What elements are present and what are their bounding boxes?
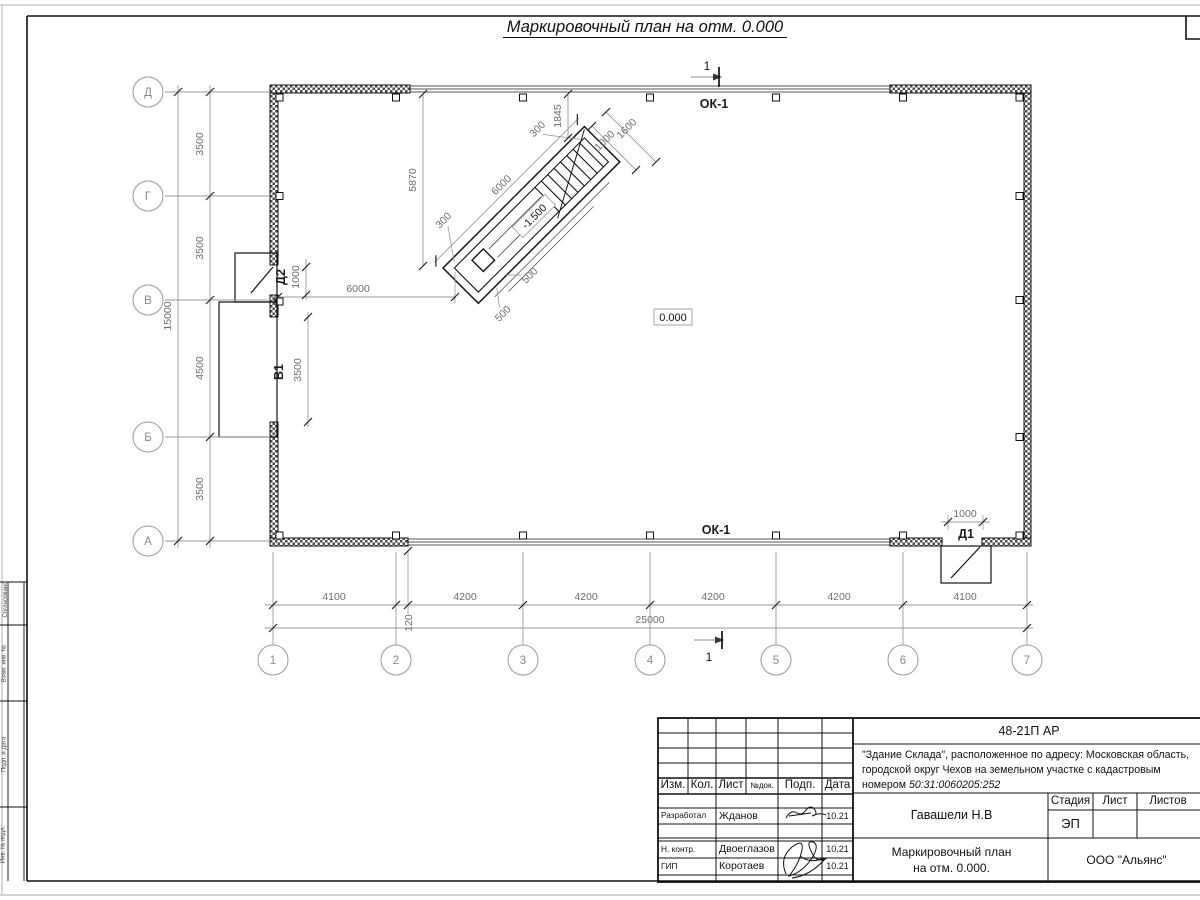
tb-col-data: Дата: [824, 779, 851, 792]
dim-pit-500b: 500: [492, 303, 514, 325]
axis-col-2: 2: [392, 655, 400, 667]
tb-doc-title-line2: на отм. 0.000.: [913, 860, 990, 875]
tb-role-nkontr: Н. контр.: [661, 843, 696, 854]
strip-cell-vzam-inv: Взам. инв. №: [0, 644, 7, 682]
tb-name-dvoeglazov: Двоеглазов: [719, 843, 775, 856]
tb-col-podp: Подп.: [784, 779, 816, 792]
dim-stair-1600: 1600: [614, 116, 640, 142]
axis-row-b: Б: [144, 432, 152, 444]
tb-role-gip: ГИП: [661, 860, 678, 871]
signatures: [784, 807, 827, 878]
tb-stage-label: Стадия: [1050, 794, 1091, 807]
dim-bottom-2: 4200: [453, 591, 477, 603]
gate-mark-v1: В1: [272, 364, 286, 380]
tb-sheets-label: Листов: [1149, 794, 1187, 807]
tb-desc-text: "Здание Склада", расположенное по адресу: Московская область, городской округ Чехов на земельном участке с кадастровым номером: [862, 749, 1190, 792]
window-mark-top: ОК-1: [699, 97, 729, 111]
axis-col-5: 5: [772, 655, 780, 667]
dim-left-1: 3500: [194, 132, 206, 156]
tb-col-kol: Кол.: [690, 779, 714, 792]
axis-col-7: 7: [1023, 655, 1031, 667]
dim-bottom-3: 4200: [574, 591, 598, 603]
tb-company: ООО "Альянс": [1086, 852, 1167, 867]
tb-date-2: 10.21: [826, 844, 849, 855]
axis-row-a: А: [144, 536, 152, 548]
dim-left-2: 3500: [194, 236, 206, 260]
dim-left-4: 3500: [194, 477, 206, 501]
pit-level-value: -1.500: [519, 201, 550, 232]
tb-doc-title-line1: Маркировочный план: [891, 844, 1012, 859]
window-mark-bottom: ОК-1: [701, 523, 731, 537]
ramp-edge-lines: [495, 182, 614, 301]
door-mark-d1: Д1: [958, 527, 974, 541]
strip-cell-podp-data: Подп. и дата: [0, 736, 7, 772]
axis-row-v: В: [144, 295, 152, 307]
axis-col-3: 3: [519, 655, 527, 667]
tb-date-3: 10.21: [826, 861, 849, 872]
building-walls: [270, 85, 1031, 546]
dim-d2-opening: 1000: [290, 265, 302, 289]
tb-object-description: [862, 748, 1198, 793]
axis-row-d: Д: [144, 87, 152, 99]
gate-v1: [219, 302, 277, 437]
dim-bottom-total: 25000: [635, 614, 665, 626]
axis-circles-rows: [133, 77, 163, 556]
tb-author: Гавашели Н.В: [910, 808, 993, 822]
section-number-top: 1: [703, 59, 711, 73]
axis-row-g: Г: [144, 191, 152, 203]
offset-120-dim: [403, 547, 415, 632]
dim-5870: 5870: [407, 168, 419, 192]
dim-bottom-1: 4100: [322, 591, 346, 603]
dim-left-3: 4500: [194, 356, 206, 380]
tb-col-izm: Изм.: [660, 779, 686, 792]
section-mark-top: [691, 59, 722, 87]
tb-role-razrabotal: Разработал: [661, 810, 707, 821]
dim-stair-1000: 1000: [592, 128, 618, 154]
tb-sheet-label: Лист: [1102, 794, 1128, 807]
dim-bottom-4: 4200: [701, 591, 725, 603]
door-d1: [941, 546, 991, 583]
dim-wall-to-pit: 6000: [346, 283, 370, 295]
pit-level-tag: [512, 194, 555, 237]
dim-pit-length: 6000: [489, 172, 515, 198]
strip-cell-inv-podl: Инв. № подл.: [0, 825, 6, 863]
tb-date-1: 10.21: [826, 810, 849, 821]
drawing-title: Маркировочный план на отм. 0.000: [420, 18, 870, 37]
tb-col-list: Лист: [718, 779, 744, 792]
signature-razrabotal: [786, 807, 826, 818]
section-mark-bottom: [694, 631, 724, 664]
dim-v1-opening: 3500: [292, 358, 304, 382]
dim-bottom-5: 4200: [827, 591, 851, 603]
tb-col-ndok: №док.: [750, 781, 774, 791]
section-number-bottom: 1: [705, 650, 713, 664]
dim-pit-wall-low: 300: [433, 210, 455, 232]
tb-doc-code: 48-21П АР: [998, 723, 1060, 738]
dim-d1-opening: 1000: [953, 508, 977, 520]
axis-col-1: 1: [269, 655, 277, 667]
floor-level-tag: [654, 309, 692, 325]
signature-nkontr-gip: [784, 842, 827, 878]
door-mark-d2: Д2: [274, 269, 288, 285]
dim-pit-500a: 500: [519, 265, 541, 287]
left-opening-dims: [290, 259, 312, 427]
tb-name-korotaev: Коротаев: [719, 860, 765, 873]
stair-global-dims: [270, 90, 660, 303]
tb-stage-value: ЭП: [1061, 816, 1080, 832]
dim-left-total: 15000: [162, 301, 174, 331]
pit-length-dim: [424, 107, 583, 266]
axis-col-4: 4: [646, 655, 654, 667]
dim-offset-120: 120: [403, 614, 415, 632]
strip-cell-soglasovano: Согласовано: [2, 580, 8, 618]
axis-col-6: 6: [899, 655, 907, 667]
tb-name-zhdanov: Жданов: [719, 809, 758, 822]
pit-sump: [472, 249, 495, 272]
tb-cadastral-number: 50:31:0060205:252: [908, 779, 1001, 792]
dim-pit-wall-up: 300: [527, 118, 549, 140]
floor-level-value: 0.000: [659, 312, 687, 324]
dim-bottom-6: 4100: [953, 591, 977, 603]
dim-1845: 1845: [552, 104, 564, 128]
columns: [276, 94, 1023, 539]
